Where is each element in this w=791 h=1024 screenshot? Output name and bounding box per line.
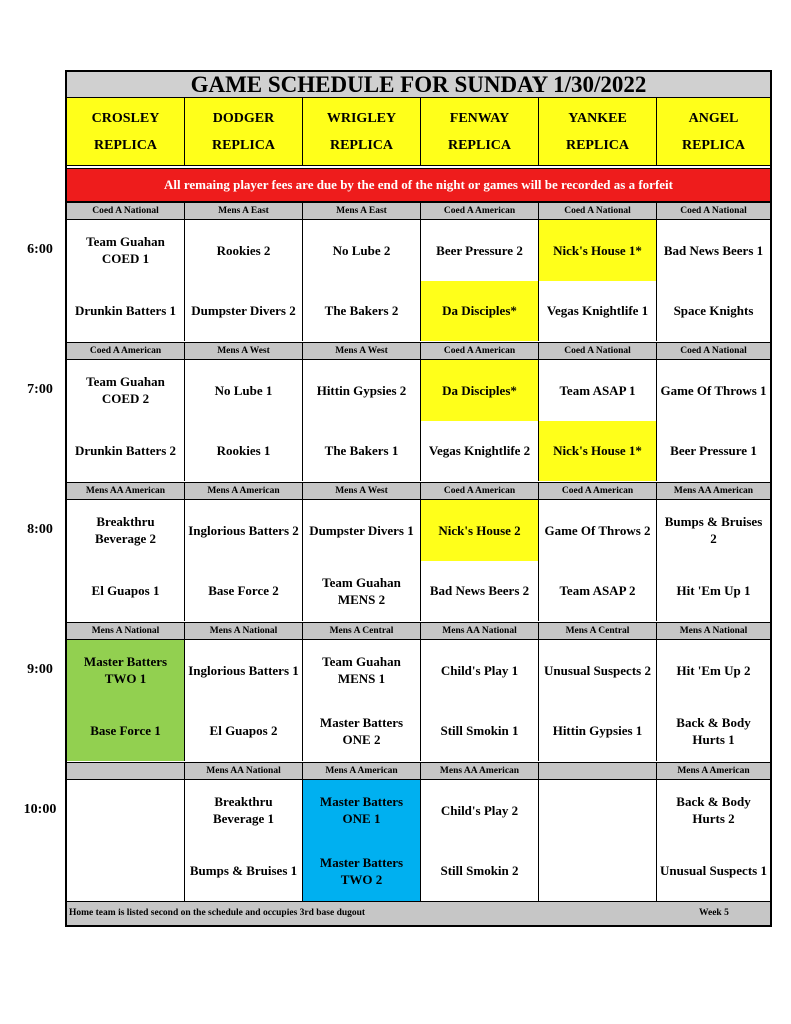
away-team: No Lube 1	[214, 382, 273, 398]
park-subtitle: REPLICA	[565, 137, 629, 153]
home-team: Still Smokin 1	[440, 723, 519, 739]
division-label: Mens A East	[185, 203, 303, 219]
home-team: Master Batters TWO 2	[319, 854, 404, 887]
division-label: Mens A National	[185, 623, 303, 639]
park-subtitle: REPLICA	[211, 137, 275, 153]
division-row	[67, 622, 770, 640]
division-label: Mens AA American	[421, 763, 539, 779]
division-row	[67, 762, 770, 780]
away-team: Team ASAP 1	[559, 382, 636, 398]
home-team: Team ASAP 2	[559, 583, 636, 599]
away-team: Inglorious Batters 2	[188, 522, 299, 538]
game-cell	[185, 220, 303, 341]
home-team: Hit 'Em Up 1	[676, 583, 751, 599]
park-name: CROSLEY	[91, 110, 160, 126]
division-label: Coed A American	[539, 483, 657, 499]
time-label: 9:00	[27, 662, 53, 677]
time-label: 6:00	[27, 242, 53, 257]
division-row	[67, 202, 770, 220]
away-team: Nick's House 1*	[539, 220, 656, 281]
game-cell	[67, 220, 185, 341]
home-team: El Guapos 1	[91, 583, 160, 599]
game-cell	[539, 640, 657, 761]
park-name: DODGER	[212, 110, 275, 126]
week-label: Week 5	[699, 908, 729, 918]
park-header	[185, 98, 303, 165]
schedule-title: GAME SCHEDULE FOR SUNDAY 1/30/2022	[190, 72, 647, 97]
park-name: WRIGLEY	[326, 110, 397, 126]
home-team: Dumpster Divers 2	[191, 303, 296, 319]
division-label: Mens A Central	[303, 623, 421, 639]
time-label: 10:00	[23, 802, 57, 817]
park-name: YANKEE	[568, 110, 627, 126]
division-label: Mens A West	[303, 343, 421, 359]
home-team: Beer Pressure 1	[670, 443, 757, 459]
away-team: Rookies 2	[216, 242, 271, 258]
division-label: Mens A Central	[539, 623, 657, 639]
away-team: Game Of Throws 1	[660, 382, 767, 398]
away-team	[539, 780, 656, 841]
home-team	[67, 841, 184, 902]
division-label: Coed A American	[421, 203, 539, 219]
away-team: Master Batters ONE 1	[319, 794, 404, 827]
game-cell	[185, 640, 303, 761]
division-label	[539, 763, 657, 779]
park-subtitle: REPLICA	[681, 137, 745, 153]
division-label: Coed A National	[680, 346, 747, 356]
away-team: Bumps & Bruises 2	[664, 514, 763, 547]
game-cell	[303, 220, 421, 341]
park-name: ANGEL	[688, 110, 739, 126]
park-header	[421, 98, 539, 165]
game-cell	[303, 500, 421, 621]
park-header	[539, 98, 657, 165]
game-row	[67, 500, 770, 621]
away-team: Inglorious Batters 1	[188, 662, 299, 678]
fee-notice: All remaing player fees are due by the end of the night or games will be recorded as a forfeit	[164, 177, 673, 192]
home-team: Team Guahan MENS 2	[322, 574, 401, 607]
away-team: Unusual Suspects 2	[544, 662, 651, 678]
home-team: Master Batters ONE 2	[319, 714, 404, 747]
away-team: Child's Play 1	[440, 662, 519, 678]
game-cell	[657, 360, 770, 481]
away-team: Hittin Gypsies 2	[316, 382, 407, 398]
game-row	[67, 640, 770, 761]
division-label: Mens AA American	[673, 486, 754, 496]
division-label: Mens A American	[677, 766, 750, 776]
game-cell	[67, 500, 185, 621]
division-label: Mens AA National	[185, 763, 303, 779]
game-cell	[657, 780, 770, 901]
division-label: Coed A American	[67, 343, 185, 359]
schedule-sheet	[65, 70, 772, 927]
division-label: Mens AA American	[67, 483, 185, 499]
home-team: Base Force 1	[90, 723, 161, 739]
game-row	[67, 360, 770, 481]
home-team: Nick's House 1*	[539, 421, 656, 482]
game-cell	[67, 780, 185, 901]
park-name: FENWAY	[449, 110, 510, 126]
away-team: Back & Body Hurts 2	[676, 794, 751, 827]
park-subtitle: REPLICA	[329, 137, 393, 153]
division-label: Mens A National	[67, 623, 185, 639]
game-cell	[657, 220, 770, 341]
game-cell	[303, 780, 421, 901]
away-team: Nick's House 2	[421, 500, 538, 561]
home-team: Vegas Knightlife 2	[428, 443, 531, 459]
game-cell	[657, 500, 770, 621]
park-subtitle: REPLICA	[93, 137, 157, 153]
home-team: The Bakers 1	[324, 443, 399, 459]
away-team	[67, 780, 184, 841]
game-cell	[67, 360, 185, 481]
game-cell	[539, 780, 657, 901]
division-label: Mens A American	[303, 763, 421, 779]
division-label: Coed A National	[539, 203, 657, 219]
away-team: Bad News Beers 1	[663, 242, 764, 258]
game-cell	[421, 360, 539, 481]
game-cell	[185, 500, 303, 621]
division-label: Mens A National	[679, 626, 748, 636]
game-cell	[303, 360, 421, 481]
home-team: Back & Body Hurts 1	[676, 714, 751, 747]
division-label: Coed A National	[539, 343, 657, 359]
home-team: Still Smokin 2	[440, 863, 519, 879]
game-cell	[421, 640, 539, 761]
title-row	[67, 72, 770, 98]
division-label: Coed A American	[421, 483, 539, 499]
division-label: Coed A National	[680, 206, 747, 216]
division-label: Mens A West	[185, 343, 303, 359]
game-cell	[539, 500, 657, 621]
division-label	[67, 763, 185, 779]
away-team: Hit 'Em Up 2	[676, 662, 751, 678]
game-cell	[539, 360, 657, 481]
game-cell	[185, 780, 303, 901]
home-team: Vegas Knightlife 1	[546, 303, 649, 319]
game-cell	[303, 640, 421, 761]
division-label: Mens A West	[303, 483, 421, 499]
park-header	[303, 98, 421, 165]
park-header	[67, 98, 185, 165]
game-cell	[657, 640, 770, 761]
home-team: The Bakers 2	[324, 303, 399, 319]
home-team: Da Disciples*	[421, 281, 538, 342]
park-subtitle: REPLICA	[447, 137, 511, 153]
division-label: Mens AA National	[421, 623, 539, 639]
home-team-note: Home team is listed second on the schedule and occupies 3rd base dugout	[69, 908, 366, 918]
away-team: Dumpster Divers 1	[309, 522, 414, 538]
game-cell	[421, 220, 539, 341]
home-team: Rookies 1	[216, 443, 271, 459]
away-team: Breakthru Beverage 1	[212, 794, 274, 827]
division-row	[67, 342, 770, 360]
away-team: Da Disciples*	[421, 360, 538, 421]
home-team: Hittin Gypsies 1	[552, 723, 643, 739]
game-row	[67, 220, 770, 341]
away-team: Team Guahan COED 2	[86, 374, 165, 407]
game-cell	[539, 220, 657, 341]
park-header-row	[67, 98, 770, 166]
time-label: 7:00	[27, 382, 53, 397]
time-label: 8:00	[27, 522, 53, 537]
away-team: Team Guahan COED 1	[86, 234, 165, 267]
fee-notice-row	[67, 168, 770, 202]
home-team: Bad News Beers 2	[429, 583, 530, 599]
away-team: Team Guahan MENS 1	[322, 654, 401, 687]
division-row	[67, 482, 770, 500]
home-team: Space Knights	[673, 303, 754, 319]
division-label: Coed A National	[67, 203, 185, 219]
game-cell	[185, 360, 303, 481]
division-label: Coed A American	[421, 343, 539, 359]
park-header	[657, 98, 770, 165]
away-team: Master Batters TWO 1	[83, 654, 168, 687]
home-team: Unusual Suspects 1	[660, 863, 767, 879]
division-label: Mens A American	[185, 483, 303, 499]
home-team: Drunkin Batters 1	[74, 303, 177, 319]
game-cell	[421, 780, 539, 901]
home-team: El Guapos 2	[209, 723, 278, 739]
footer-row	[67, 901, 770, 925]
division-label: Mens A East	[303, 203, 421, 219]
home-team: Bumps & Bruises 1	[189, 863, 298, 879]
game-cell	[67, 640, 185, 761]
home-team: Base Force 2	[208, 583, 279, 599]
home-team: Drunkin Batters 2	[74, 443, 177, 459]
game-cell	[421, 500, 539, 621]
away-team: Beer Pressure 2	[436, 242, 523, 258]
game-row	[67, 780, 770, 901]
home-team	[539, 841, 656, 902]
away-team: Breakthru Beverage 2	[94, 514, 156, 547]
away-team: Child's Play 2	[440, 802, 519, 818]
away-team: No Lube 2	[332, 242, 391, 258]
away-team: Game Of Throws 2	[544, 522, 651, 538]
